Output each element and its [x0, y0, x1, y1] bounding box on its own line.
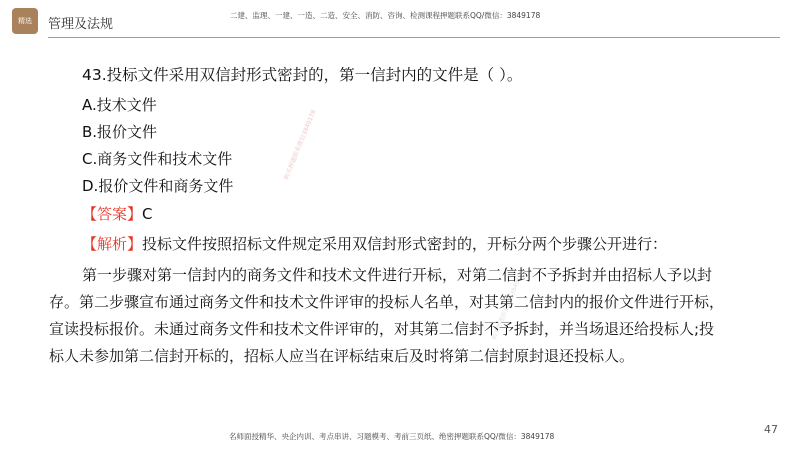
- option-a: A.技术文件: [82, 96, 157, 114]
- watermark-text: 购买押题联系微信3849178: [491, 268, 526, 341]
- answer-label: 【答案】: [82, 205, 143, 223]
- analysis-line: [82, 233, 667, 254]
- answer-value: C: [142, 205, 153, 223]
- question-title: 43.投标文件采用双信封形式密封的，第一信封内的文件是（ ）。: [82, 66, 523, 84]
- analysis-paragraph-line-4: 标人未参加第二信封开标的，招标人应当在评标结束后及时将第二信封原封退还投标人。: [49, 347, 635, 365]
- analysis-paragraph-line-1: 第一步骤对第一信封内的商务文件和技术文件进行开标，对第二信封不予拆封并由招标人予以封: [82, 266, 713, 284]
- analysis-paragraph-line-3: 宣读投标报价。未通过商务文件和技术文件评审的，对其第二信封不予拆封，并当场退还给投标人;投: [49, 320, 715, 338]
- option-d: D.报价文件和商务文件: [82, 177, 234, 195]
- top-banner-text: 二建、监理、一建、一造、二造、安全、消防、咨询、检测课程押题联系QQ/微信：3849178: [230, 11, 541, 20]
- page-number: 47: [764, 423, 778, 436]
- logo-text: 精选: [18, 17, 32, 25]
- analysis-label: 【解析】: [82, 235, 143, 253]
- page-section-title: 管理及法规: [48, 17, 114, 32]
- analysis-intro: 投标文件按照招标文件规定采用双信封形式密封的，开标分两个步骤公开进行：: [142, 235, 668, 253]
- answer-line: [82, 203, 153, 224]
- option-c: C.商务文件和技术文件: [82, 150, 233, 168]
- watermark-text: 购买押题联系微信3849178: [283, 108, 318, 181]
- analysis-paragraph-line-2: 存。第二步骤宣布通过商务文件和技术文件评审的投标人名单，对其第二信封内的报价文件进行开标，: [49, 293, 725, 311]
- bottom-banner-text: 名师面授精华、央企内训、考点串讲、习题模考、考前三页纸、绝密押题联系QQ/微信：3849178: [229, 432, 555, 441]
- option-b: B.报价文件: [82, 123, 158, 141]
